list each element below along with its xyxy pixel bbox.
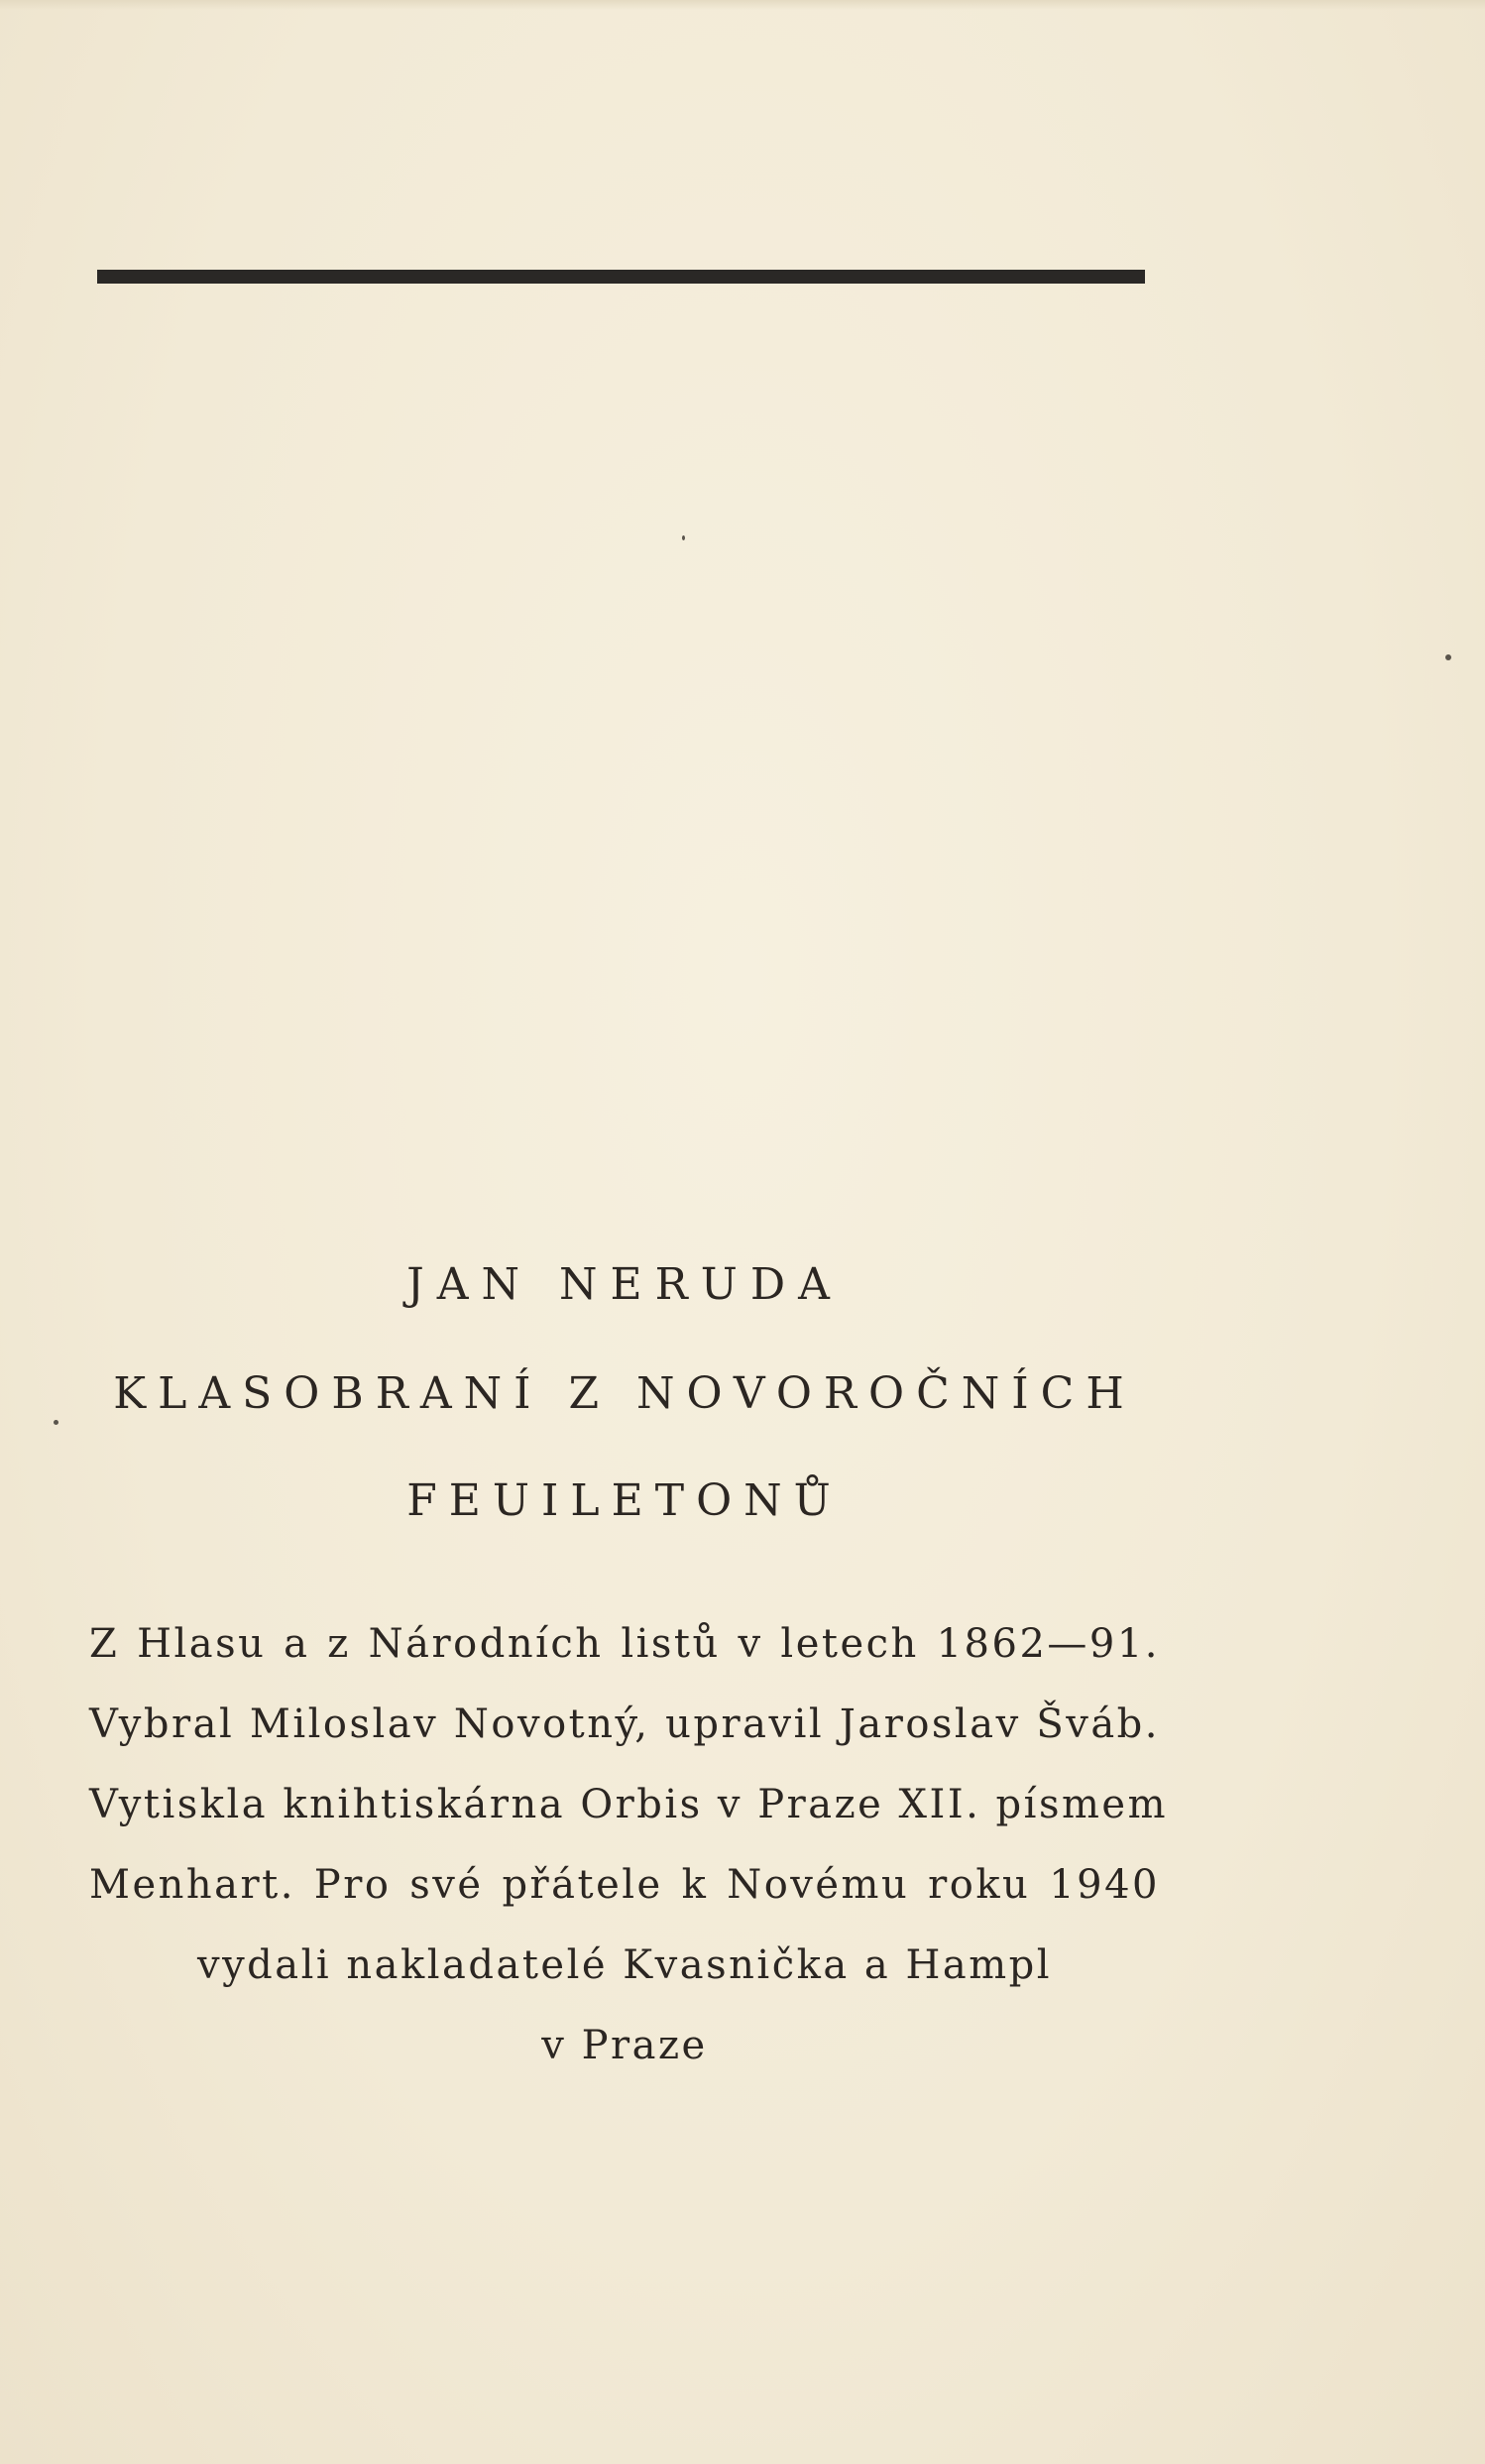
colophon-line: Menhart. Pro své přátele k Novému roku 1940 — [89, 1862, 1160, 1908]
colophon-line: v Praze — [541, 2023, 708, 2068]
colophon-line: Vytiskla knihtiskárna Orbis v Praze XII. písmem — [89, 1782, 1169, 1827]
title-line-2: FEUILETONŮ — [406, 1475, 843, 1526]
title-line-1: KLASOBRANÍ Z NOVOROČNÍCH — [113, 1368, 1136, 1419]
colophon — [89, 1604, 1169, 2086]
page-edge-shadow — [0, 0, 1485, 10]
colophon-line: Vybral Miloslav Novotný, upravil Jaroslav Šváb. — [89, 1701, 1160, 1747]
colophon-line: Z Hlasu a z Národních listů v letech 1862—91. — [89, 1621, 1160, 1667]
author-name: JAN NERUDA — [406, 1259, 843, 1310]
decorative-rule — [97, 270, 1145, 284]
paper-speck — [682, 535, 685, 540]
paper-speck — [1445, 654, 1451, 660]
paper-speck — [54, 1420, 58, 1425]
colophon-line: vydali nakladatelé Kvasnička a Hampl — [196, 1942, 1053, 1988]
